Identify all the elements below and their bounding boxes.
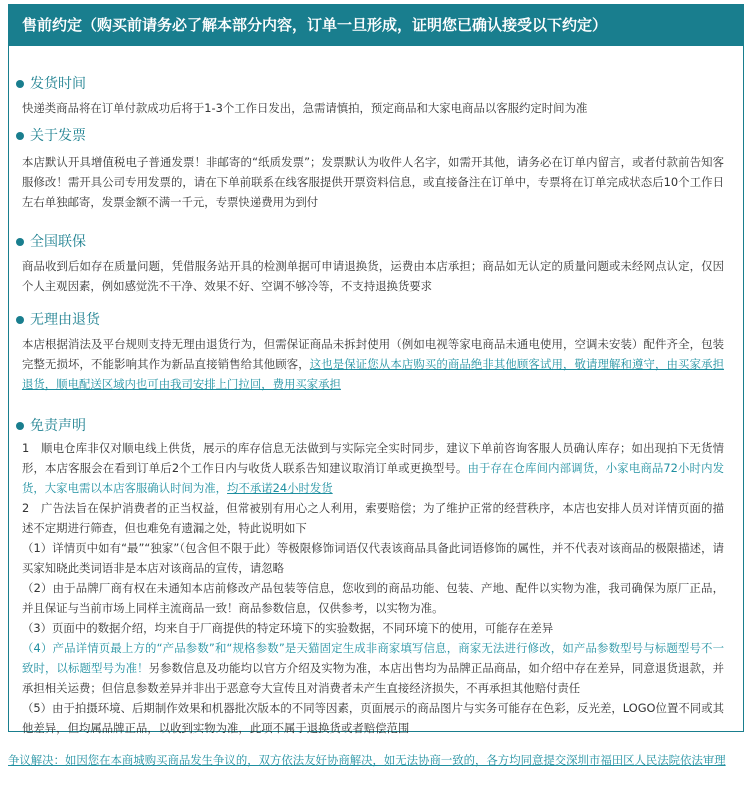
dispute-footer: [8, 750, 744, 770]
disclaimer-underline: 均不承诺24小时发货: [227, 481, 333, 495]
bullet-icon: [16, 132, 24, 140]
bullet-icon: [16, 422, 24, 430]
bullet-icon: [16, 238, 24, 246]
disclaimer-highlight: 由于存在仓库间内部调货，小家电商品72小时内发货，大家电需以本店客服确认时间为准，: [22, 461, 725, 495]
disclaimer-item-3: （1）详情页中如有“最”“独家”（包含但不限于此）等极限修饰词语仅代表该商品具备此词语修饰的属性，并不代表对该商品的极限描述，请买家知晓此类词语非是本店对该商品的宣传，请忽略: [22, 541, 724, 575]
disclaimer-text: 另参数信息及功能均以官方介绍及实物为准，本店出售均为品牌正品商品，如介绍中存在差异，同意退货退款，并承担相关运费；但信息参数差异并非出于恶意夸大宣传且对消费者未产生直接经济损失，不再承担其他赔付责任: [22, 661, 724, 695]
disclaimer-item-4: （2）由于品牌厂商有权在未通知本店前修改产品包装等信息，您收到的商品功能、包装、产地、配件以实物为准，我司确保为原厂正品，并且保证与当前市场上同样主流商品一致！商品参数信息，仅供参考，以实物为准。: [22, 581, 724, 615]
section-warranty: [8, 232, 730, 296]
section-disclaimer: [8, 416, 730, 738]
header-title: 售前约定（购买前请务必了解本部分内容，订单一旦形成，证明您已确认接受以下约定）: [22, 16, 608, 34]
section-body: 本店默认开具增值税电子普通发票！非邮寄的“纸质发票”；发票默认为收件人名字，如需开其他，请务必在订单内留言，或者付款前告知客服修改！需开具公司专用发票的，请在下单前联系在线客服提供开票资料信息，或直接备注在订单中，专票将在订单完成状态后10个工作日左右单独邮寄，发票金额不满一千元，专票快递费用为到付: [22, 155, 724, 209]
section-shipping: [8, 74, 730, 118]
section-return: [8, 310, 730, 394]
section-body: [8, 334, 730, 394]
section-title-text: 全国联保: [30, 234, 86, 250]
section-title: [8, 74, 730, 94]
section-title: [8, 416, 730, 436]
disclaimer-text: 1 顺电仓库非仅对顺电线上供货，展示的库存信息无法做到与实际完全实时同步，建议下单前咨询客服人员确认库存；如出现拍下无货情形，本店客服会在看到订单后2个工作日内与收货人联系告知建议取消订单或更换型号。: [22, 441, 724, 475]
bullet-icon: [16, 316, 24, 324]
section-body: 商品收到后如存在质量问题，凭借服务站开具的检测单据可申请退换货，运费由本店承担；商品如无认定的质量问题或未经网点认定，仅因个人主观因素，例如感觉洗不干净、效果不好、空调不够冷等，不支持退换货要求: [22, 259, 724, 293]
section-title-text: 免责声明: [30, 418, 86, 434]
disclaimer-item-6: [22, 638, 724, 698]
footer-text: 争议解决：如因您在本商城购买商品发生争议的，双方依法友好协商解决，如无法协商一致的，各方均同意提交深圳市福田区人民法院依法审理: [8, 753, 726, 767]
disclaimer-item-2: 2 广告法旨在保护消费者的正当权益，但常被别有用心之人利用，索要赔偿；为了维护正常的经营秩序，本店也安排人员对详情页面的描述不定期进行筛查，但也难免有遗漏之处，特此说明如下: [22, 501, 724, 535]
section-title-text: 关于发票: [30, 128, 86, 144]
bullet-icon: [16, 80, 24, 88]
disclaimer-body: [8, 438, 730, 738]
section-invoice: [8, 126, 730, 212]
section-title-text: 发货时间: [30, 76, 86, 92]
section-title: [8, 126, 730, 146]
disclaimer-highlight: （4）产品详情页最上方的“产品参数”和“规格参数”是天猫固定生成非商家填写信息，商家无法进行修改，如产品参数型号与标题型号不一致时，以标题型号为准！: [22, 641, 724, 675]
section-title: [8, 232, 730, 252]
disclaimer-item-1: [22, 438, 724, 498]
disclaimer-item-5: （3）页面中的数据介绍，均来自于厂商提供的特定环境下的实验数据，不同环境下的使用，可能存在差异: [22, 621, 554, 635]
return-body-text: 本店根据消法及平台规则支持无理由退货行为，但需保证商品未拆封使用（例如电视等家电商品未通电使用，空调未安装）配件齐全，包装完整无损坏，不能影响其作为新品直接销售给其他顾客，: [22, 337, 724, 371]
section-body: 快递类商品将在订单付款成功后将于1-3个工作日发出，急需请慎拍，预定商品和大家电商品以客服约定时间为准: [22, 101, 588, 115]
section-title: [8, 310, 730, 330]
return-highlight-text: 这也是保证您从本店购买的商品绝非其他顾客试用，敬请理解和遵守，由买家承担退货，顺电配送区域内也可由我司安排上门拉回，费用买家承担: [22, 357, 724, 391]
disclaimer-item-7: （5）由于拍摄环境、后期制作效果和机器批次版本的不同等因素，页面展示的商品图片与实务可能存在色彩，反光差，LOGO位置不同或其他差异，但均属品牌正品，以收到实物为准，此项不属于退换货或者赔偿范围: [22, 701, 724, 735]
page-header: [8, 4, 744, 46]
section-title-text: 无理由退货: [30, 312, 100, 328]
